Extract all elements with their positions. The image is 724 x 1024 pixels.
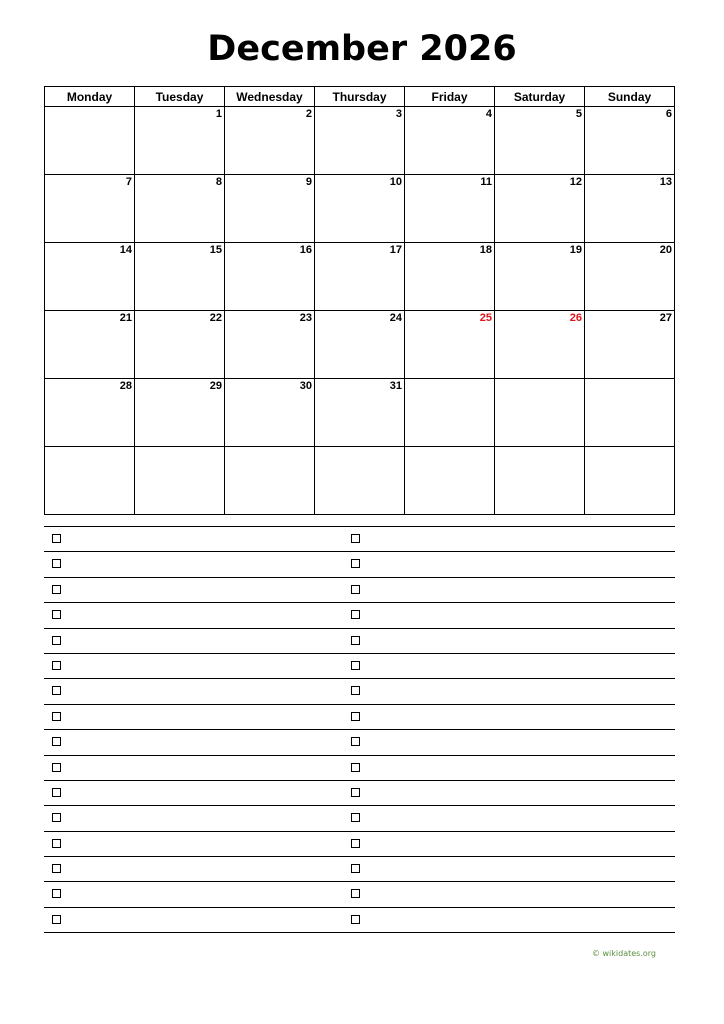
day-number: 20	[659, 244, 672, 256]
week-row	[45, 379, 675, 447]
task-row	[44, 577, 675, 602]
task-row	[44, 755, 675, 780]
day-number: 3	[395, 108, 402, 120]
day-number	[45, 107, 134, 121]
day-cell[interactable]	[45, 379, 135, 447]
day-cell[interactable]	[585, 379, 675, 447]
day-number: 10	[389, 176, 402, 188]
task-row	[44, 729, 675, 754]
calendar-grid	[44, 86, 675, 515]
day-cell[interactable]	[315, 243, 405, 311]
checkbox-right[interactable]	[351, 813, 360, 822]
day-number	[495, 379, 584, 393]
credit-text: © wikidates.org	[591, 949, 656, 958]
day-cell[interactable]	[135, 175, 225, 243]
day-number: 18	[479, 244, 492, 256]
checkbox-left[interactable]	[52, 813, 61, 822]
day-number: 30	[299, 380, 312, 392]
day-cell[interactable]	[315, 447, 405, 515]
day-number	[315, 447, 404, 461]
day-cell[interactable]	[495, 379, 585, 447]
day-cell[interactable]	[405, 447, 495, 515]
day-cell[interactable]	[225, 311, 315, 379]
weekday-header: Monday	[45, 87, 135, 107]
day-number: 24	[389, 312, 402, 324]
day-number	[405, 447, 494, 461]
task-list	[44, 526, 675, 933]
day-cell[interactable]	[495, 311, 585, 379]
day-number: 11	[480, 176, 492, 188]
checkbox-right[interactable]	[351, 788, 360, 797]
checkbox-left[interactable]	[52, 839, 61, 848]
checkbox-right[interactable]	[351, 712, 360, 721]
weekday-header: Thursday	[315, 87, 405, 107]
checkbox-right[interactable]	[351, 559, 360, 568]
day-number: 26	[569, 312, 582, 324]
day-number: 17	[389, 244, 402, 256]
day-cell[interactable]	[585, 447, 675, 515]
day-cell[interactable]	[405, 107, 495, 175]
day-number: 23	[299, 312, 312, 324]
day-number: 8	[215, 176, 222, 188]
day-cell[interactable]	[315, 107, 405, 175]
task-row	[44, 831, 675, 856]
day-cell[interactable]	[45, 311, 135, 379]
weekday-header-row	[45, 87, 675, 107]
day-cell[interactable]	[405, 175, 495, 243]
day-number: 27	[659, 312, 672, 324]
checkbox-left[interactable]	[52, 763, 61, 772]
day-cell[interactable]	[45, 107, 135, 175]
day-cell[interactable]	[495, 243, 585, 311]
day-number: 14	[119, 244, 132, 256]
day-cell[interactable]	[495, 175, 585, 243]
day-cell[interactable]	[585, 107, 675, 175]
day-cell[interactable]	[225, 107, 315, 175]
day-number	[225, 447, 314, 461]
week-row	[45, 447, 675, 515]
weekday-header: Friday	[405, 87, 495, 107]
checkbox-right[interactable]	[351, 839, 360, 848]
weekday-header: Saturday	[495, 87, 585, 107]
weekday-header: Wednesday	[225, 87, 315, 107]
day-number	[135, 447, 224, 461]
day-cell[interactable]	[585, 243, 675, 311]
weekday-header: Sunday	[585, 87, 675, 107]
day-number: 22	[209, 312, 222, 324]
checkbox-right[interactable]	[351, 889, 360, 898]
day-cell[interactable]	[405, 243, 495, 311]
checkbox-left[interactable]	[52, 712, 61, 721]
task-row	[44, 653, 675, 678]
page-title: December 2026	[207, 29, 517, 69]
checkbox-left[interactable]	[52, 661, 61, 670]
day-cell[interactable]	[45, 175, 135, 243]
day-cell[interactable]	[135, 379, 225, 447]
day-number: 29	[209, 380, 222, 392]
day-cell[interactable]	[135, 243, 225, 311]
task-row	[44, 628, 675, 653]
day-cell[interactable]	[135, 311, 225, 379]
day-cell[interactable]	[405, 311, 495, 379]
weekday-header: Tuesday	[135, 87, 225, 107]
checkbox-right[interactable]	[351, 534, 360, 543]
day-number: 16	[299, 244, 312, 256]
checkbox-left[interactable]	[52, 610, 61, 619]
day-number: 12	[569, 176, 582, 188]
calendar-weeks	[45, 107, 675, 515]
checkbox-left[interactable]	[52, 686, 61, 695]
checkbox-right[interactable]	[351, 915, 360, 924]
task-row	[44, 526, 675, 551]
task-row	[44, 780, 675, 805]
task-row	[44, 678, 675, 703]
day-number: 5	[575, 108, 582, 120]
day-number: 25	[479, 312, 492, 324]
checkbox-left[interactable]	[52, 636, 61, 645]
checkbox-left[interactable]	[52, 534, 61, 543]
checkbox-left[interactable]	[52, 737, 61, 746]
day-cell[interactable]	[135, 447, 225, 515]
checkbox-right[interactable]	[351, 636, 360, 645]
task-row	[44, 881, 675, 906]
day-cell[interactable]	[225, 379, 315, 447]
week-row	[45, 243, 675, 311]
day-cell[interactable]	[225, 243, 315, 311]
day-cell[interactable]	[45, 447, 135, 515]
checkbox-right[interactable]	[351, 661, 360, 670]
day-number: 28	[119, 380, 132, 392]
task-row	[44, 551, 675, 576]
day-number	[585, 379, 674, 393]
day-number	[45, 447, 134, 461]
day-number: 21	[119, 312, 132, 324]
day-cell[interactable]	[135, 107, 225, 175]
day-cell[interactable]	[315, 311, 405, 379]
day-number: 1	[215, 108, 222, 120]
task-row	[44, 805, 675, 830]
day-number: 9	[305, 176, 312, 188]
day-number: 2	[305, 108, 312, 120]
day-cell[interactable]	[495, 447, 585, 515]
task-row	[44, 704, 675, 729]
week-row	[45, 107, 675, 175]
checkbox-left[interactable]	[52, 585, 61, 594]
checkbox-right[interactable]	[351, 864, 360, 873]
checkbox-right[interactable]	[351, 686, 360, 695]
checkbox-right[interactable]	[351, 610, 360, 619]
day-cell[interactable]	[585, 175, 675, 243]
day-cell[interactable]	[585, 311, 675, 379]
task-row	[44, 907, 675, 933]
day-number: 15	[209, 244, 222, 256]
day-number: 7	[125, 176, 132, 188]
day-number	[405, 379, 494, 393]
day-number: 31	[389, 380, 402, 392]
day-cell[interactable]	[315, 379, 405, 447]
task-row	[44, 602, 675, 627]
day-number	[495, 447, 584, 461]
day-cell[interactable]	[405, 379, 495, 447]
day-cell[interactable]	[495, 107, 585, 175]
task-row	[44, 856, 675, 881]
checkbox-left[interactable]	[52, 864, 61, 873]
day-cell[interactable]	[225, 175, 315, 243]
checkbox-right[interactable]	[351, 585, 360, 594]
checkbox-right[interactable]	[351, 737, 360, 746]
day-number: 6	[665, 108, 672, 120]
checkbox-left[interactable]	[52, 889, 61, 898]
day-number	[585, 447, 674, 461]
checkbox-left[interactable]	[52, 559, 61, 568]
checkbox-left[interactable]	[52, 915, 61, 924]
week-row	[45, 175, 675, 243]
day-cell[interactable]	[225, 447, 315, 515]
day-number: 13	[659, 176, 672, 188]
day-number: 19	[569, 244, 582, 256]
day-number: 4	[485, 108, 492, 120]
week-row	[45, 311, 675, 379]
checkbox-right[interactable]	[351, 763, 360, 772]
checkbox-left[interactable]	[52, 788, 61, 797]
day-cell[interactable]	[315, 175, 405, 243]
day-cell[interactable]	[45, 243, 135, 311]
